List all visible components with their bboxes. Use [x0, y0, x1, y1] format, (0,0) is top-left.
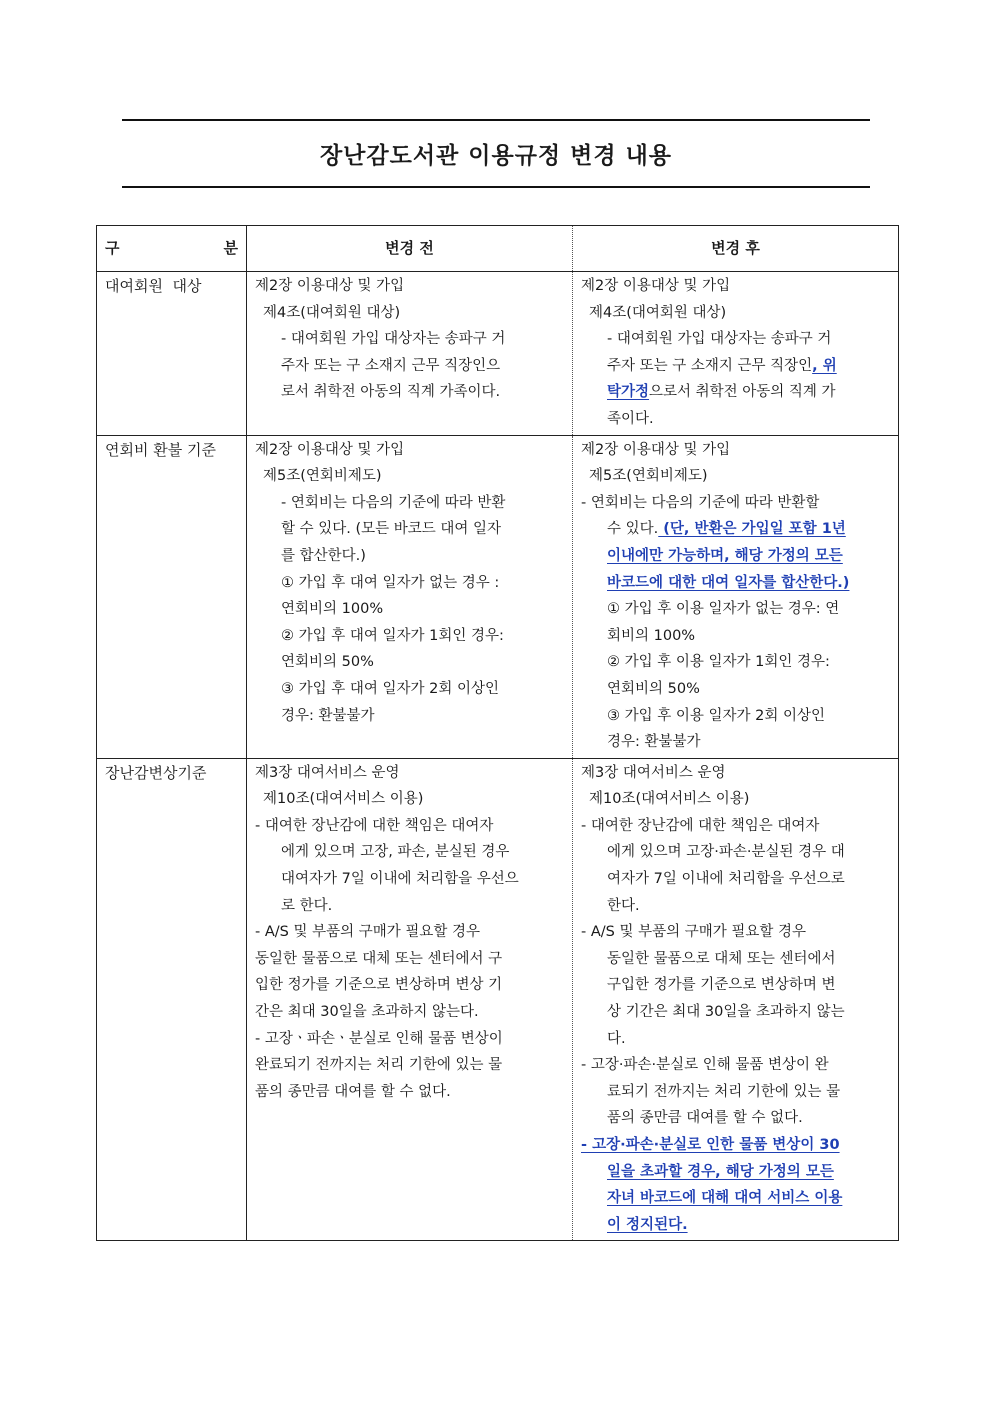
clause-line: - 대여회원 가입 대상자는 송파구 거	[281, 331, 506, 348]
clause-line: 연회비의 50%	[281, 654, 374, 671]
category-header	[97, 226, 247, 272]
clause-line: 한다.	[607, 897, 640, 914]
clause-line: - 대여회원 가입 대상자는 송파구 거	[607, 331, 832, 348]
chapter-heading: 제2장 이용대상 및 가입	[255, 441, 405, 458]
clause-line: 품의 종만큼 대여를 할 수 없다.	[607, 1110, 803, 1127]
before-cell	[247, 272, 573, 436]
highlighted-change: 이내에만 가능하며, 해당 가정의 모든	[607, 547, 843, 564]
clause-line: 료되기 전까지는 처리 기한에 있는 물	[607, 1083, 841, 1100]
chapter-heading: 제3장 대여서비스 운영	[581, 764, 726, 781]
highlighted-change: 탁가정	[607, 384, 650, 401]
chapter-heading: 제2장 이용대상 및 가입	[255, 278, 405, 294]
table-row	[97, 272, 899, 436]
clause-line: 간은 최대 30일을 초과하지 않는다.	[255, 1004, 479, 1021]
category-header-left: 구	[105, 238, 120, 257]
clause-line: 입한 정가를 기준으로 변상하며 변상 기	[255, 977, 503, 994]
row-category: 장난감변상기준	[97, 758, 247, 1241]
clause-text: 으로서 취학전 아동의 직계 가	[649, 384, 836, 401]
clause-line: 연회비의 50%	[607, 680, 700, 697]
article-heading: 제10조(대여서비스 이용)	[589, 791, 750, 808]
article-heading: 제10조(대여서비스 이용)	[263, 791, 424, 808]
change-comparison-table	[96, 225, 899, 1241]
before-cell	[247, 435, 573, 758]
highlighted-change: 바코드에 대한 대여 일자를 합산한다.)	[607, 574, 850, 591]
clause-line	[581, 516, 890, 543]
clause-line: - A/S 및 부품의 구매가 필요할 경우	[255, 924, 480, 941]
clause-line: 로서 취학전 아동의 직계 가족이다.	[281, 384, 501, 401]
clause-line: 대여자가 7일 이내에 처리함을 우선으	[281, 871, 519, 888]
chapter-heading: 제2장 이용대상 및 가입	[581, 441, 731, 458]
after-cell	[573, 435, 899, 758]
clause-line: 경우: 환불불가	[281, 707, 375, 724]
clause-line: ③ 가입 후 이용 일자가 2회 이상인	[607, 707, 825, 724]
highlighted-change: - 고장·파손·분실로 인한 물품 변상이 30	[581, 1137, 840, 1153]
clause-line: - 연회비는 다음의 기준에 따라 반환	[281, 494, 506, 511]
highlighted-change: (단, 반환은 가입일 포함 1년	[658, 521, 846, 538]
title-rule-bottom	[122, 186, 870, 188]
row-category: 연회비 환불 기준	[97, 435, 247, 758]
article-heading: 제5조(연회비제도)	[589, 468, 708, 485]
clause-line: 회비의 100%	[607, 627, 696, 644]
clause-line: 주자 또는 구 소재지 근무 직장인으	[281, 357, 501, 374]
before-header: 변경 전	[247, 226, 573, 272]
table-header-row	[97, 226, 899, 272]
highlighted-change: , 위	[812, 357, 837, 374]
article-heading: 제4조(대여회원 대상)	[589, 304, 727, 321]
highlighted-change: 이 정지된다.	[607, 1216, 688, 1233]
clause-line: 할 수 있다. (모든 바코드 대여 일자	[281, 521, 502, 538]
clause-line: 다.	[607, 1030, 626, 1047]
highlighted-change: 자녀 바코드에 대해 대여 서비스 이용	[607, 1190, 843, 1207]
clause-line: ③ 가입 후 대여 일자가 2회 이상인	[281, 680, 499, 697]
after-header: 변경 후	[573, 226, 899, 272]
clause-line: 완료되기 전까지는 처리 기한에 있는 물	[255, 1057, 503, 1074]
clause-line: 상 기간은 최대 30일을 초과하지 않는	[607, 1004, 845, 1021]
chapter-heading: 제2장 이용대상 및 가입	[581, 278, 731, 294]
after-cell	[573, 758, 899, 1241]
table-row	[97, 435, 899, 758]
clause-line: - 고장·파손·분실로 인해 물품 변상이 완	[581, 1057, 829, 1074]
highlighted-change: 일을 초과할 경우, 해당 가정의 모든	[607, 1163, 834, 1180]
clause-text: 주자 또는 구 소재지 근무 직장인	[607, 357, 813, 374]
clause-line: 동일한 물품으로 대체 또는 센터에서	[607, 950, 836, 967]
clause-line: 를 합산한다.)	[281, 547, 366, 564]
table-row	[97, 758, 899, 1241]
clause-line: ② 가입 후 이용 일자가 1회인 경우:	[607, 654, 830, 671]
article-heading: 제4조(대여회원 대상)	[263, 304, 401, 321]
clause-line: ① 가입 후 대여 일자가 없는 경우 :	[281, 574, 500, 591]
chapter-heading: 제3장 대여서비스 운영	[255, 764, 400, 781]
before-cell	[247, 758, 573, 1241]
clause-line: 여자가 7일 이내에 처리함을 우선으로	[607, 871, 845, 888]
clause-line: - 대여한 장난감에 대한 책임은 대여자	[581, 817, 820, 834]
clause-line: 연회비의 100%	[281, 601, 384, 618]
article-heading: 제5조(연회비제도)	[263, 468, 382, 485]
clause-line: - A/S 및 부품의 구매가 필요할 경우	[581, 924, 806, 941]
clause-line: 에게 있으며 고장, 파손, 분실된 경우	[281, 844, 510, 861]
after-cell	[573, 272, 899, 436]
clause-line: 족이다.	[607, 410, 654, 427]
title-rule-top	[122, 119, 870, 121]
clause-line: 로 한다.	[281, 897, 333, 914]
clause-line: 경우: 환불불가	[607, 734, 701, 751]
clause-line: ① 가입 후 이용 일자가 없는 경우: 연	[607, 601, 840, 618]
clause-line: - 연회비는 다음의 기준에 따라 반환할	[581, 494, 820, 511]
clause-line: 품의 종만큼 대여를 할 수 없다.	[255, 1083, 451, 1100]
clause-line	[581, 353, 890, 380]
category-header-right: 분	[223, 238, 238, 257]
row-category: 대여회원 대상	[97, 272, 247, 436]
clause-line: ② 가입 후 대여 일자가 1회인 경우:	[281, 627, 504, 644]
clause-text: 수 있다.	[607, 521, 659, 538]
clause-line: - 대여한 장난감에 대한 책임은 대여자	[255, 817, 494, 834]
clause-line: 동일한 물품으로 대체 또는 센터에서 구	[255, 950, 503, 967]
clause-line	[581, 379, 890, 406]
clause-line: - 고장ㆍ파손ㆍ분실로 인해 물품 변상이	[255, 1030, 503, 1047]
clause-line: 에게 있으며 고장·파손·분실된 경우 대	[607, 844, 845, 861]
clause-line: 구입한 정가를 기준으로 변상하며 변	[607, 977, 836, 994]
document-title: 장난감도서관 이용규정 변경 내용	[319, 143, 673, 169]
